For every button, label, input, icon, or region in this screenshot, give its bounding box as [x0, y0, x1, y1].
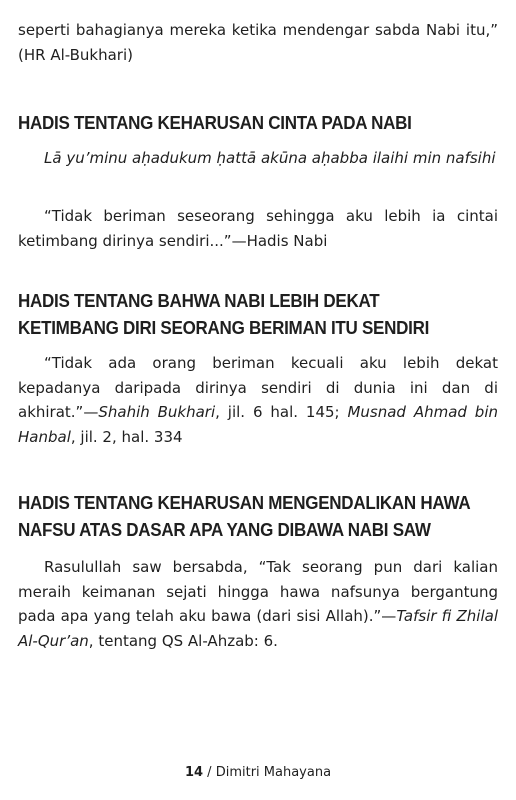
section2-quote-paragraph — [18, 351, 498, 449]
section3-ref: , tentang QS Al-Ahzab: 6. — [88, 631, 278, 650]
section2-heading-line1: HADIS TENTANG BAHWA NABI LEBIH DEKAT — [18, 290, 380, 311]
arabic-text: Lā yu’minu aḥadukum ḥattā akūna aḥabba ilaihi min nafsihi — [44, 149, 496, 167]
section3-quote: Rasulullah saw bersabda, “Tak seorang pun dari kalian meraih keimanan sejati hingga hawa nafsunya bergantung pada apa yang telah aku bawa (dari sisi Allah).”— — [18, 558, 498, 625]
page-number: 14 — [184, 765, 204, 780]
intro-text: seperti bahagianya mereka ketika mendengar sabda Nabi itu,” (HR Al-Bukhari) — [18, 21, 498, 64]
translation-text: “Tidak beriman seseorang sehingga aku lebih ia cintai ketimbang dirinya sendiri...”—Hadis Nabi — [18, 207, 498, 250]
section1-translation — [18, 204, 498, 253]
footer-separator: / — [203, 765, 216, 780]
section1-arabic-transliteration — [18, 146, 498, 171]
section2-ref2: , jil. 2, hal. 334 — [70, 427, 183, 446]
section2-source2: Musnad Ahmad bin Hanbal — [18, 403, 499, 446]
section3-quote-paragraph — [18, 555, 498, 653]
section2-ref1: , jil. 6 hal. 145; — [215, 403, 348, 421]
section3-heading-line2: NAFSU ATAS DASAR APA YANG DIBAWA NABI SAW — [18, 519, 431, 540]
section2-source1: Shahih Bukhari — [98, 403, 216, 421]
page-footer — [0, 764, 516, 782]
section2-quote: “Tidak ada orang beriman kecuali aku lebih dekat kepadanya daripada dirinya sendiri di dunia ini dan di akhirat.”— — [18, 354, 498, 421]
section2-heading-line2: KETIMBANG DIRI SEORANG BERIMAN ITU SENDIRI — [18, 317, 430, 338]
section3-heading-line1: HADIS TENTANG KEHARUSAN MENGENDALIKAN HAWA — [18, 492, 471, 513]
footer-author: Dimitri Mahayana — [215, 765, 332, 780]
intro-paragraph — [18, 18, 498, 67]
section1-heading: HADIS TENTANG KEHARUSAN CINTA PADA NABI — [18, 112, 412, 133]
section3-source: Tafsir fi Zhilal Al-Qur’an — [18, 607, 499, 650]
